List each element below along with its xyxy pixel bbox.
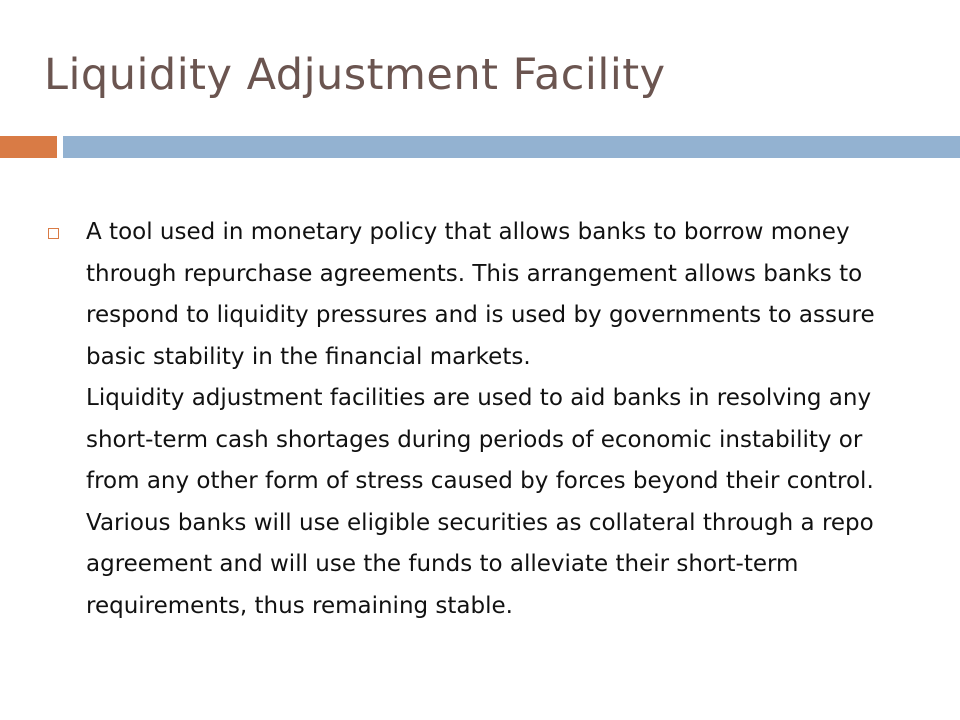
square-bullet-icon [48,228,59,239]
slide-title: Liquidity Adjustment Facility [44,50,666,100]
title-divider-bar [63,136,960,158]
bullet-list [48,212,908,627]
title-accent-bar [0,136,57,158]
bullet-paragraph-2: Liquidity adjustment facilities are used to aid banks in resolving any short-term cash shortages during periods of economic instability or from any other form of stress caused by forces beyond their control. Various banks will use eligible securities as collateral through a repo agreement and will use the funds to alleviate their short-term requirements, thus remaining stable. [86,385,874,619]
bullet-paragraph-1: A tool used in monetary policy that allows banks to borrow money through repurchase agreements. This arrangement allows banks to respond to liquidity pressures and is used by governments to assure basic stability in the financial markets. [86,219,875,370]
